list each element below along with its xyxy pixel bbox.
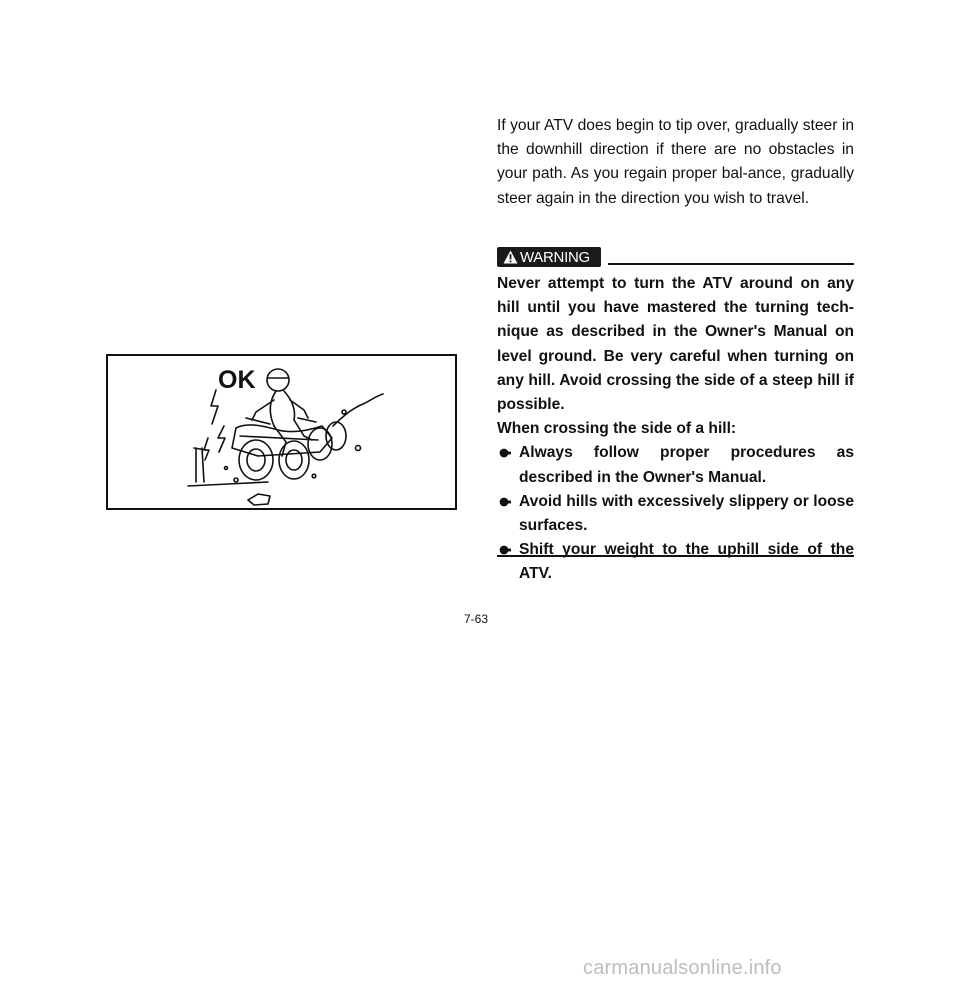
warning-badge: [497, 247, 601, 267]
warning-label: WARNING: [520, 248, 590, 266]
watermark-text: carmanualsonline.info: [583, 957, 782, 979]
intro-paragraph: If your ATV does begin to tip over, gradually steer in the downhill direction if there are no obstacles in your path. As you regain proper bal-ance, gradually steer again in the direction you wish to travel.: [497, 117, 854, 207]
warning-triangle-icon: [503, 250, 518, 264]
warning-bottom-rule: [497, 555, 854, 557]
bullet-icon: [498, 441, 512, 465]
bullet-icon: [498, 538, 512, 562]
warning-body: [497, 272, 854, 587]
figure-ok-label: OK: [218, 366, 256, 394]
list-item: [497, 538, 854, 586]
bullet-icon: [498, 490, 512, 514]
warning-bullet-list: [497, 441, 854, 586]
bullet-text: Avoid hills with excessively slippery or loose surfaces.: [519, 492, 854, 535]
warning-top-rule: [608, 263, 854, 265]
figure-box: [106, 354, 457, 510]
warning-paragraph: Never attempt to turn the ATV around on any hill until you have mastered the turning tech-nique as described in the Owner's Manual on level ground. Be very careful when turning on any hill. Avoid crossing the side of a steep hill if possible.: [497, 275, 854, 414]
page-number: 7-63: [464, 612, 489, 626]
list-item: [497, 441, 854, 489]
bullet-text: Always follow proper procedures as described in the Owner's Manual.: [519, 444, 854, 486]
warning-header: [497, 247, 854, 267]
bullet-text: Shift your weight to the uphill side of the ATV.: [519, 541, 854, 583]
atv-rider-illustration: [108, 356, 455, 508]
warning-subheading: When crossing the side of a hill:: [497, 420, 737, 438]
list-item: [497, 490, 854, 538]
